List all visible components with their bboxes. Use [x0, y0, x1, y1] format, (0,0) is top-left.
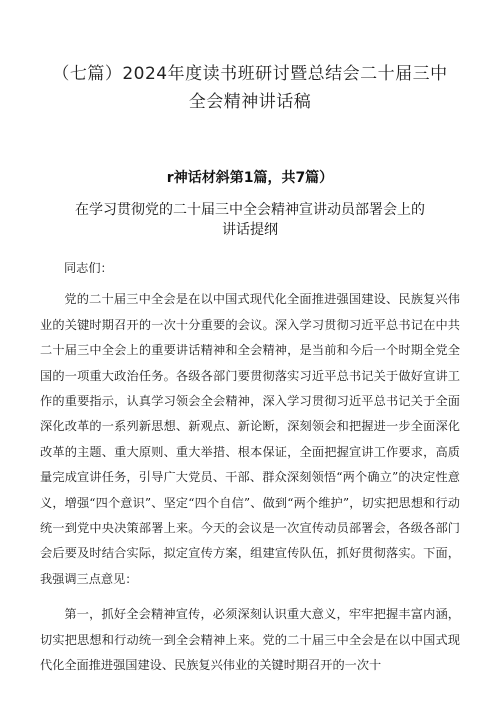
document-title-line-2: 全会精神讲话稿 [188, 92, 312, 112]
paragraph-2: 第一，抓好全会精神宣传，必须深刻认识重大意义，牢牢把握丰富内涵，切实把思想和行动统一到全会精神上来。党的二十届三中全会是在以中国式现代化全面推进强国建设、民族复兴伟业的关键时期召开的一次十 [40, 607, 460, 673]
salutation: 同志们： [64, 261, 113, 275]
speech-title [40, 200, 460, 240]
document-title [40, 60, 460, 116]
speech-title-line-1: 在学习贯彻党的二十届三中全会精神宣讲动员部署会上的 [75, 202, 425, 218]
document-title-line-1: （七篇）2024年度读书班研讨暨总结会二十届三中 [52, 64, 448, 84]
paragraph-1: 党的二十届三中全会是在以中国式现代化全面推进强国建设、民族复兴伟业的关键时期召开的一次十分重要的会议。深入学习贯彻习近平总书记在中共二十届三中全会上的重要讲话精神和全会精神，是当前和今后一个时期全党全国的一项重大政治任务。各级各部门要贯彻落实习近平总书记关于做好宣讲工作的重要指示，认真学习领会全会精神，深入学习贯彻习近平总书记关于全面深化改革的一系列新思想、新观点、新论断，深刻领会和把握进一步全面深化改革的主题、重大原则、重大举措、根本保证，全面把握宣讲工作要求，高质量完成宣讲任务，引导广大党员、干部、群众深刻领悟“两个确立”的决定性意义，增强“四个意识”、坚定“四个自信”、做到“两个维护”，切实把思想和行动统一到党中央决策部署上来。今天的会议是一次宣传动员部署会，各级各部门会后要及时结合实际，拟定宣传方案，组建宣传队伍，抓好贯彻落实。下面，我强调三点意见： [40, 292, 460, 586]
speech-title-line-2: 讲话提纲 [222, 222, 278, 238]
section-subtitle: r神话材斜第1篇，共7篇） [166, 170, 334, 186]
